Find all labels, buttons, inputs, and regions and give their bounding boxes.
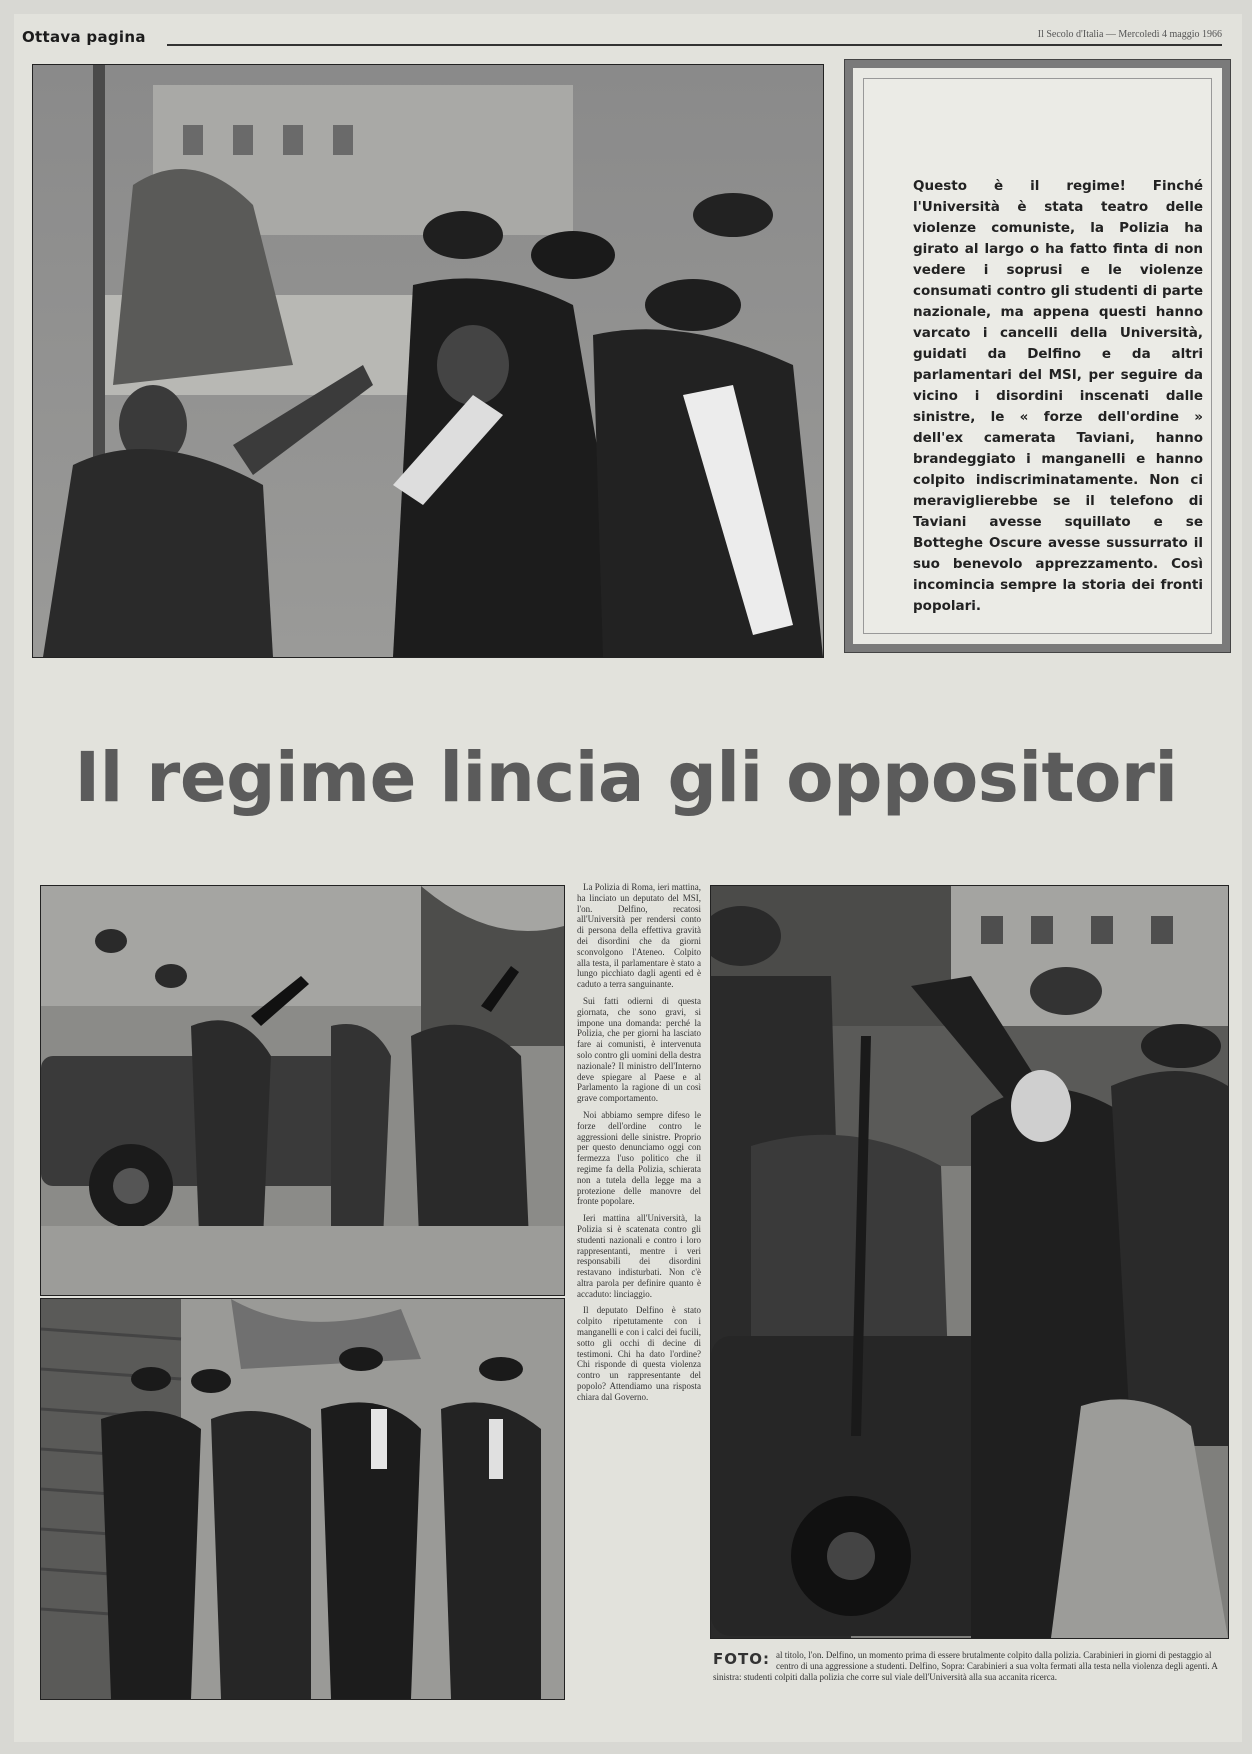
- photo-caption: [713, 1650, 1223, 1683]
- photo-police-marching: [40, 1298, 565, 1700]
- editorial-text: Questo è il regime! Finché l'Università è stata teatro delle violenze comuniste, la Polizia ha girato al largo o ha fatto finta di non vedere i soprusi e le violenze consumati contro gli studenti di parte nazionale, ma appena questi hanno varcato i cancelli della Università, guidati da Delfino e da altri parlamentari del MSI, per seguire da vicino i disordini inscenati dalle sinistre, le « forze dell'ordine » dell'ex camerata Taviani, hanno brandeggiato i manganelli e hanno colpito indiscriminatamente. Non ci meraviglierebbe se il telefono di Taviani avesse squillato e se Botteghe Oscure avesse sussurrato il suo benevolo apprezzamento. Così incomincia sempre la storia dei fronti popolari.: [913, 178, 1203, 614]
- photo-icon: [711, 886, 1228, 1638]
- headline: Il regime lincia gli oppositori: [74, 738, 1178, 818]
- article-paragraph: Noi abbiamo sempre difeso le forze dell'ordine contro le aggressioni delle sinistre. Proprio per questo denunciamo oggi con fermezza l'uso politico che il regime fa della Polizia, schierata non a tutela della legge ma a protezione delle manovre del fronte popolare.: [577, 1109, 701, 1207]
- article-paragraph: Sui fatti odierni di questa giornata, che sono gravi, si impone una domanda: perché la Polizia, che per giorni ha lasciato fare ai comunisti, è intervenuta solo contro gli uomini della destra nazionale? Il ministro dell'Interno deve spiegare al Paese e al Parlamento la ragione di un così grave comportamento.: [577, 995, 701, 1104]
- article-paragraph: La Polizia di Roma, ieri mattina, ha linciato un deputato del MSI, l'on. Delfino, recatosi all'Università per rendersi conto di persona della effettiva gravità dei disordini che da giorni sconvolgono l'Ateneo. Colpito alla testa, il parlamentare è stato a lungo picchiato dagli agenti ed è caduto a terra sanguinante.: [577, 882, 701, 990]
- main-photo: [32, 64, 824, 658]
- article-paragraph: Ieri mattina all'Università, la Polizia si è scatenata contro gli studenti nazionali e contro i loro rappresentanti, mentre i veri responsabili dei disordini restavano indisturbati. Non c'è altra parola per definire quanto è accaduto: linciaggio.: [577, 1213, 701, 1299]
- section-name: Ottava pagina: [22, 28, 146, 46]
- photo-police-clash-jeep: [40, 885, 565, 1296]
- photo-soldiers-jeep: [710, 885, 1229, 1639]
- header-rule: [167, 44, 1222, 46]
- photo-icon: [41, 886, 564, 1295]
- article-paragraph: Il deputato Delfino è stato colpito ripetutamente con i manganelli e con i calci dei fucili, sotto gli occhi di decine di testimoni. Chi ha dato l'ordine? Chi risponde di questa violenza contro un rappresentante del popolo? Attendiamo una risposta chiara dal Governo.: [577, 1305, 701, 1402]
- caption-label: FOTO:: [713, 1650, 770, 1668]
- dateline: Il Secolo d'Italia — Mercoledì 4 maggio 1966: [1032, 29, 1222, 40]
- photo-icon: [33, 65, 823, 657]
- page-header: [22, 26, 1252, 48]
- article-body-column: [577, 882, 701, 1697]
- photo-icon: [41, 1299, 564, 1699]
- editorial-box: [845, 60, 1230, 652]
- caption-text: al titolo, l'on. Delfino, un momento prima di essere brutalmente colpito dalla polizia. Carabinieri in giorni di pestaggio al centro di una aggressione a studenti. Delfino, Sopra: Carabinieri a sua volta fermati alla testa nella violenza degli agenti. A sinistra: studenti colpiti dalla polizia che corre sul viale dell'Università alla sua accanita ricerca.: [713, 1650, 1218, 1682]
